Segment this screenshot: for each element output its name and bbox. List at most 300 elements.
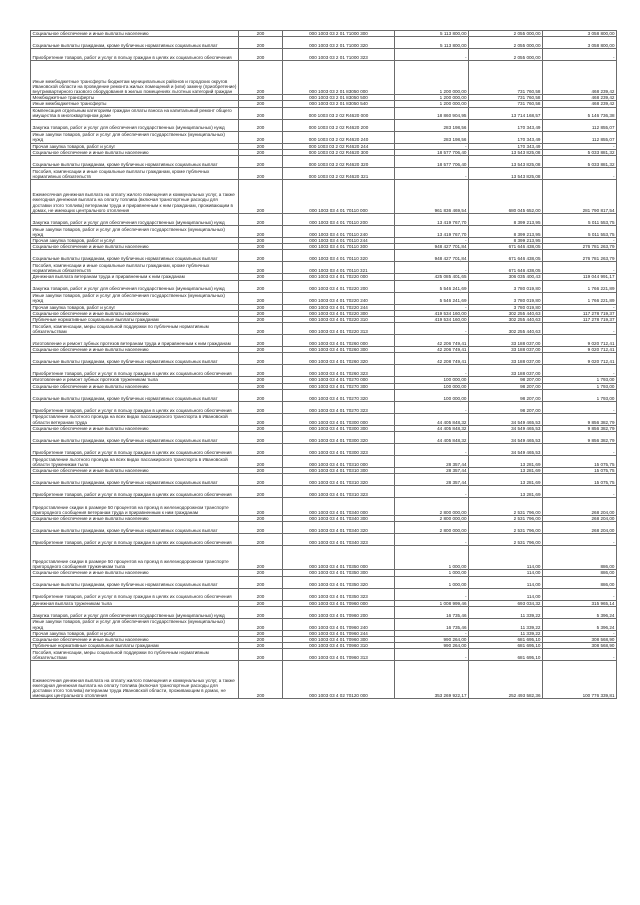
line-code-cell: 200 <box>239 310 283 316</box>
table-row <box>31 131 617 143</box>
table-row <box>31 61 617 95</box>
indicator-name-cell: Закупка товаров, работ и услуг для обеспечения государственных (муниципальных) нужд <box>31 119 239 131</box>
unexecuted-cell: - <box>543 588 617 600</box>
indicator-name-cell: Иные закупки товаров, работ и услуг для обеспечения государственных (муниципальных) нужд <box>31 292 239 304</box>
line-code-cell: 200 <box>239 643 283 649</box>
indicator-name-cell: Прочая закупка товаров, работ и услуг <box>31 143 239 149</box>
table-row <box>31 570 617 576</box>
table-row <box>31 335 617 347</box>
approved-budget-cell: - <box>395 323 469 335</box>
approved-budget-cell: 42 208 749,41 <box>395 353 469 365</box>
executed-cell: 2 531 796,00 <box>469 534 543 546</box>
line-code-cell: 200 <box>239 468 283 474</box>
table-row <box>31 534 617 546</box>
unexecuted-cell: - <box>543 49 617 61</box>
budget-classification-code-cell: 000 1003 03 4 01 70260 320 <box>283 353 395 365</box>
executed-cell: 3 780 019,80 <box>469 292 543 304</box>
table-row <box>31 280 617 292</box>
budget-classification-code-cell: 000 1003 03 4 01 70110 300 <box>283 244 395 250</box>
unexecuted-cell: 5 033 881,32 <box>543 149 617 155</box>
table-row <box>31 468 617 474</box>
unexecuted-cell: 276 781 263,79 <box>543 250 617 262</box>
unexecuted-cell: 9 856 382,79 <box>543 413 617 425</box>
budget-classification-code-cell: 000 1003 03 2 02 R4620 244 <box>283 143 395 149</box>
indicator-name-cell: Приобретение товаров, работ и услуг в пользу граждан в целях их социального обеспечения <box>31 588 239 600</box>
table-row <box>31 649 617 661</box>
line-code-cell: 200 <box>239 335 283 347</box>
executed-cell: 34 549 465,53 <box>469 413 543 425</box>
unexecuted-cell: - <box>543 304 617 310</box>
table-row <box>31 444 617 456</box>
unexecuted-cell: 3 058 800,00 <box>543 37 617 49</box>
unexecuted-cell: 5 146 736,38 <box>543 107 617 119</box>
executed-cell: 693 034,32 <box>469 600 543 606</box>
line-code-cell: 200 <box>239 486 283 498</box>
approved-budget-cell: 5 546 241,69 <box>395 280 469 292</box>
indicator-name-cell: Ежемесячная денежная выплата на оплату жилого помещения и коммунальных услуг, а также ежегодная денежная выплата на оплату топлива (включая транспортные расходы для доставки этого топлива) ветеранам труда и приравненным к ним гражданам, проживающим в домах, не имеющих центрального отопления <box>31 180 239 214</box>
approved-budget-cell: 44 405 848,32 <box>395 432 469 444</box>
unexecuted-cell: 119 044 991,17 <box>543 274 617 280</box>
approved-budget-cell: 948 427 701,84 <box>395 244 469 250</box>
table-row <box>31 425 617 431</box>
executed-cell: 2 055 000,00 <box>469 37 543 49</box>
approved-budget-cell: - <box>395 304 469 310</box>
budget-classification-code-cell: 000 1003 03 4 01 70960 240 <box>283 618 395 630</box>
approved-budget-cell: 1 000,00 <box>395 570 469 576</box>
approved-budget-cell: 425 085 401,65 <box>395 274 469 280</box>
unexecuted-cell: 1 766 221,89 <box>543 292 617 304</box>
executed-cell: 671 646 438,05 <box>469 262 543 274</box>
unexecuted-cell: 5 011 553,75 <box>543 226 617 238</box>
line-code-cell: 200 <box>239 637 283 643</box>
line-code-cell: 200 <box>239 131 283 143</box>
executed-cell: 170 343,49 <box>469 119 543 131</box>
executed-cell: 731 760,58 <box>469 101 543 107</box>
budget-classification-code-cell: 000 1003 03 4 01 70350 000 <box>283 546 395 570</box>
line-code-cell: 200 <box>239 317 283 323</box>
indicator-name-cell: Предоставление льготного проезда на всех видах пассажирского транспорта в Ивановской области ветеранам труда <box>31 413 239 425</box>
indicator-name-cell: Социальное обеспечение и иные выплаты населению <box>31 347 239 353</box>
executed-cell: 98 207,00 <box>469 377 543 383</box>
budget-classification-code-cell: 000 1003 03 4 01 70220 240 <box>283 292 395 304</box>
indicator-name-cell: Компенсация отдельным категориям граждан оплаты взноса на капитальный ремонт общего имущества в многоквартирном доме <box>31 107 239 119</box>
budget-classification-code-cell: 000 1003 03 2 02 R4620 300 <box>283 149 395 155</box>
budget-classification-code-cell: 000 1003 03 4 01 70350 320 <box>283 576 395 588</box>
executed-cell: 681 695,10 <box>469 637 543 643</box>
indicator-name-cell: Приобретение товаров, работ и услуг в пользу граждан в целях их социального обеспечения <box>31 444 239 456</box>
indicator-name-cell: Приобретение товаров, работ и услуг в пользу граждан в целях их социального обеспечения <box>31 49 239 61</box>
indicator-name-cell: Прочая закупка товаров, работ и услуг <box>31 238 239 244</box>
unexecuted-cell: 308 568,90 <box>543 637 617 643</box>
table-row <box>31 401 617 413</box>
line-code-cell: 200 <box>239 576 283 588</box>
executed-cell: 252 493 582,36 <box>469 661 543 699</box>
line-code-cell: 200 <box>239 49 283 61</box>
indicator-name-cell: Социальные выплаты гражданам, кроме публичных нормативных социальных выплат <box>31 353 239 365</box>
indicator-name-cell: Закупка товаров, работ и услуг для обеспечения государственных (муниципальных) нужд <box>31 606 239 618</box>
table-row <box>31 149 617 155</box>
table-row <box>31 49 617 61</box>
budget-classification-code-cell: 000 1003 03 4 01 70960 313 <box>283 649 395 661</box>
approved-budget-cell: - <box>395 365 469 377</box>
executed-cell: 2 531 796,00 <box>469 498 543 516</box>
table-row <box>31 226 617 238</box>
budget-classification-code-cell: 000 1003 03 4 01 70300 320 <box>283 432 395 444</box>
approved-budget-cell: - <box>395 486 469 498</box>
unexecuted-cell: 117 278 719,37 <box>543 310 617 316</box>
unexecuted-cell: 5 011 553,75 <box>543 214 617 226</box>
indicator-name-cell: Межбюджетные трансферты <box>31 95 239 101</box>
line-code-cell: 200 <box>239 149 283 155</box>
approved-budget-cell: 1 000,00 <box>395 546 469 570</box>
indicator-name-cell: Социальные выплаты гражданам, кроме публичных нормативных социальных выплат <box>31 37 239 49</box>
approved-budget-cell: - <box>395 444 469 456</box>
line-code-cell: 200 <box>239 280 283 292</box>
budget-classification-code-cell: 000 1003 03 4 01 70310 000 <box>283 456 395 468</box>
budget-classification-code-cell: 000 1003 03 4 01 70110 200 <box>283 214 395 226</box>
executed-cell: 3 780 019,80 <box>469 280 543 292</box>
indicator-name-cell: Социальное обеспечение и иные выплаты населению <box>31 570 239 576</box>
approved-budget-cell: 1 200 000,00 <box>395 61 469 95</box>
budget-classification-code-cell: 000 1003 03 4 01 70960 310 <box>283 643 395 649</box>
unexecuted-cell: 9 856 382,79 <box>543 432 617 444</box>
approved-budget-cell: 100 000,00 <box>395 383 469 389</box>
budget-classification-code-cell: 000 1003 03 2 02 R4620 321 <box>283 168 395 180</box>
unexecuted-cell: - <box>543 143 617 149</box>
indicator-name-cell: Приобретение товаров, работ и услуг в пользу граждан в целях их социального обеспечения <box>31 365 239 377</box>
executed-cell: 13 281,69 <box>469 474 543 486</box>
indicator-name-cell: Социальное обеспечение и иные выплаты населению <box>31 468 239 474</box>
executed-cell: 731 760,58 <box>469 95 543 101</box>
unexecuted-cell: - <box>543 401 617 413</box>
approved-budget-cell: 18 577 706,40 <box>395 149 469 155</box>
budget-classification-code-cell: 000 1003 03 4 01 70110 320 <box>283 250 395 262</box>
unexecuted-cell: - <box>543 238 617 244</box>
line-code-cell: 200 <box>239 413 283 425</box>
indicator-name-cell: Прочая закупка товаров, работ и услуг <box>31 304 239 310</box>
executed-cell: 33 188 037,00 <box>469 335 543 347</box>
table-row <box>31 250 617 262</box>
unexecuted-cell: 315 965,14 <box>543 600 617 606</box>
budget-classification-code-cell: 000 1003 03 4 01 70960 244 <box>283 630 395 636</box>
unexecuted-cell: 117 278 719,37 <box>543 317 617 323</box>
unexecuted-cell: 15 075,75 <box>543 474 617 486</box>
executed-cell: 114,00 <box>469 546 543 570</box>
executed-cell: 98 207,00 <box>469 383 543 389</box>
executed-cell: 13 281,69 <box>469 456 543 468</box>
approved-budget-cell: - <box>395 630 469 636</box>
approved-budget-cell: 42 206 749,41 <box>395 335 469 347</box>
executed-cell: 33 188 037,00 <box>469 365 543 377</box>
unexecuted-cell: - <box>543 365 617 377</box>
approved-budget-cell: - <box>395 401 469 413</box>
executed-cell: 13 543 825,08 <box>469 168 543 180</box>
executed-cell: 2 531 796,00 <box>469 522 543 534</box>
approved-budget-cell: 100 000,00 <box>395 377 469 383</box>
budget-classification-code-cell: 000 1003 03 4 01 70220 300 <box>283 310 395 316</box>
line-code-cell: 200 <box>239 498 283 516</box>
indicator-name-cell: Изготовление и ремонт зубных протезов труженикам тыла <box>31 377 239 383</box>
budget-classification-code-cell: 000 1003 03 4 01 70260 000 <box>283 335 395 347</box>
executed-cell: 13 714 168,57 <box>469 107 543 119</box>
budget-classification-code-cell: 000 1003 03 4 01 70270 323 <box>283 401 395 413</box>
budget-classification-code-cell: 000 1003 03 4 01 70300 000 <box>283 413 395 425</box>
table-row <box>31 119 617 131</box>
unexecuted-cell: 9 020 712,41 <box>543 347 617 353</box>
approved-budget-cell: - <box>395 588 469 600</box>
budget-classification-code-cell: 000 1003 03 4 01 70220 200 <box>283 280 395 292</box>
executed-cell: 114,00 <box>469 588 543 600</box>
executed-cell: 302 255 440,63 <box>469 317 543 323</box>
unexecuted-cell: 112 855,07 <box>543 131 617 143</box>
unexecuted-cell: 9 020 712,41 <box>543 335 617 347</box>
indicator-name-cell: Денежная выплата ветеранам труда и приравненным к ним гражданам <box>31 274 239 280</box>
budget-classification-code-cell: 000 1003 03 4 02 70120 000 <box>283 661 395 699</box>
unexecuted-cell: 886,00 <box>543 576 617 588</box>
budget-classification-code-cell: 000 1003 03 2 01 83050 000 <box>283 61 395 95</box>
line-code-cell: 200 <box>239 444 283 456</box>
table-row <box>31 643 617 649</box>
executed-cell: 731 760,58 <box>469 61 543 95</box>
unexecuted-cell: 468 239,42 <box>543 95 617 101</box>
line-code-cell: 200 <box>239 432 283 444</box>
executed-cell: 34 549 465,53 <box>469 425 543 431</box>
indicator-name-cell: Пособия, компенсации, меры социальной поддержки по публичным нормативным обязательствам <box>31 323 239 335</box>
line-code-cell: 200 <box>239 244 283 250</box>
budget-classification-code-cell: 000 1003 03 2 01 71000 300 <box>283 31 395 37</box>
approved-budget-cell: 1 200 000,00 <box>395 101 469 107</box>
line-code-cell: 200 <box>239 353 283 365</box>
indicator-name-cell: Иные закупки товаров, работ и услуг для обеспечения государственных (муниципальных) нужд <box>31 226 239 238</box>
executed-cell: 33 188 037,00 <box>469 353 543 365</box>
executed-cell: 680 045 652,00 <box>469 180 543 214</box>
table-row <box>31 383 617 389</box>
approved-budget-cell: 18 577 706,40 <box>395 156 469 168</box>
indicator-name-cell: Публичные нормативные социальные выплаты гражданам <box>31 643 239 649</box>
line-code-cell: 200 <box>239 389 283 401</box>
line-code-cell: 200 <box>239 516 283 522</box>
approved-budget-cell: 28 357,44 <box>395 474 469 486</box>
indicator-name-cell: Пособия, компенсации и иные социальные выплаты гражданам, кроме публичных нормативных обязательств <box>31 168 239 180</box>
table-row <box>31 168 617 180</box>
approved-budget-cell: 18 860 904,95 <box>395 107 469 119</box>
line-code-cell: 200 <box>239 401 283 413</box>
approved-budget-cell: - <box>395 262 469 274</box>
budget-classification-code-cell: 000 1003 03 4 01 70270 000 <box>283 377 395 383</box>
indicator-name-cell: Иные закупки товаров, работ и услуг для обеспечения государственных (муниципальных) нужд <box>31 618 239 630</box>
line-code-cell: 200 <box>239 250 283 262</box>
unexecuted-cell: 268 204,00 <box>543 522 617 534</box>
line-code-cell: 200 <box>239 522 283 534</box>
table-row <box>31 310 617 316</box>
approved-budget-cell: 283 198,56 <box>395 131 469 143</box>
executed-cell: 170 343,49 <box>469 131 543 143</box>
table-row <box>31 262 617 274</box>
indicator-name-cell: Предоставление льготного проезда на всех видах пассажирского транспорта в Ивановской области труженикам тыла <box>31 456 239 468</box>
approved-budget-cell: 44 405 848,32 <box>395 425 469 431</box>
unexecuted-cell: 15 075,75 <box>543 456 617 468</box>
unexecuted-cell: 1 793,00 <box>543 377 617 383</box>
indicator-name-cell: Социальные выплаты гражданам, кроме публичных нормативных социальных выплат <box>31 156 239 168</box>
unexecuted-cell: - <box>543 262 617 274</box>
indicator-name-cell: Предоставление скидки в размере 50 процентов на проезд в железнодорожном транспорте пригородного сообщения ветеранам труда и приравненным к ним гражданам <box>31 498 239 516</box>
indicator-name-cell: Пособия, компенсации, меры социальной поддержки по публичным нормативным обязательствам <box>31 649 239 661</box>
line-code-cell: 200 <box>239 292 283 304</box>
approved-budget-cell: 44 405 848,32 <box>395 413 469 425</box>
table-row <box>31 522 617 534</box>
approved-budget-cell: 419 534 160,00 <box>395 317 469 323</box>
budget-classification-code-cell: 000 1003 03 4 01 70270 320 <box>283 389 395 401</box>
line-code-cell: 200 <box>239 262 283 274</box>
unexecuted-cell: 1 766 221,89 <box>543 280 617 292</box>
table-row <box>31 486 617 498</box>
line-code-cell: 200 <box>239 588 283 600</box>
approved-budget-cell: 948 427 701,84 <box>395 250 469 262</box>
indicator-name-cell: Денежная выплата труженикам тыла <box>31 600 239 606</box>
approved-budget-cell: 990 264,00 <box>395 637 469 643</box>
table-row <box>31 413 617 425</box>
unexecuted-cell: 468 239,42 <box>543 101 617 107</box>
approved-budget-cell: 990 264,00 <box>395 643 469 649</box>
budget-classification-code-cell: 000 1003 03 4 01 70220 000 <box>283 274 395 280</box>
approved-budget-cell: 2 800 000,00 <box>395 498 469 516</box>
table-row <box>31 432 617 444</box>
table-row <box>31 365 617 377</box>
approved-budget-cell: - <box>395 534 469 546</box>
table-row <box>31 377 617 383</box>
approved-budget-cell: 2 800 000,00 <box>395 522 469 534</box>
budget-classification-code-cell: 000 1003 03 4 01 70110 000 <box>283 180 395 214</box>
line-code-cell: 200 <box>239 649 283 661</box>
unexecuted-cell: - <box>543 444 617 456</box>
budget-classification-code-cell: 000 1003 03 2 01 83050 500 <box>283 95 395 101</box>
unexecuted-cell: 1 793,00 <box>543 389 617 401</box>
unexecuted-cell: 15 075,75 <box>543 468 617 474</box>
indicator-name-cell: Социальные выплаты гражданам, кроме публичных нормативных социальных выплат <box>31 474 239 486</box>
line-code-cell: 200 <box>239 618 283 630</box>
executed-cell: 2 055 000,00 <box>469 49 543 61</box>
line-code-cell: 200 <box>239 95 283 101</box>
table-row <box>31 661 617 699</box>
table-row <box>31 588 617 600</box>
unexecuted-cell: - <box>543 168 617 180</box>
indicator-name-cell: Социальное обеспечение и иные выплаты населению <box>31 149 239 155</box>
table-row <box>31 389 617 401</box>
budget-classification-code-cell: 000 1003 03 4 01 70960 200 <box>283 606 395 618</box>
table-row <box>31 353 617 365</box>
unexecuted-cell: 9 856 382,79 <box>543 425 617 431</box>
budget-execution-table <box>30 30 617 699</box>
unexecuted-cell: 9 020 712,41 <box>543 353 617 365</box>
budget-classification-code-cell: 000 1003 03 4 01 70960 300 <box>283 637 395 643</box>
table-row <box>31 274 617 280</box>
line-code-cell: 200 <box>239 180 283 214</box>
approved-budget-cell: 16 735,46 <box>395 618 469 630</box>
approved-budget-cell: - <box>395 143 469 149</box>
table-row <box>31 244 617 250</box>
indicator-name-cell: Социальное обеспечение и иные выплаты населению <box>31 310 239 316</box>
budget-classification-code-cell: 000 1003 03 2 02 R4620 200 <box>283 119 395 131</box>
line-code-cell: 200 <box>239 168 283 180</box>
unexecuted-cell: 112 855,07 <box>543 119 617 131</box>
unexecuted-cell: 468 239,42 <box>543 61 617 95</box>
line-code-cell: 200 <box>239 156 283 168</box>
indicator-name-cell: Закупка товаров, работ и услуг для обеспечения государственных (муниципальных) нужд <box>31 280 239 292</box>
budget-classification-code-cell: 000 1003 03 4 01 70300 300 <box>283 425 395 431</box>
unexecuted-cell: - <box>543 534 617 546</box>
approved-budget-cell: 283 198,56 <box>395 119 469 131</box>
executed-cell: 2 531 796,00 <box>469 516 543 522</box>
indicator-name-cell: Ежемесячная денежная выплата на оплату жилого помещения и коммунальных услуг, а также ежегодная денежная выплата на оплату топлива (включая транспортные расходы для доставки этого топлива) ветеранам труда Ивановской области, проживающим в домах, не имеющих центрального отопления <box>31 661 239 699</box>
budget-classification-code-cell: 000 1003 03 4 01 70340 320 <box>283 522 395 534</box>
executed-cell: 11 339,22 <box>469 618 543 630</box>
indicator-name-cell: Социальное обеспечение и иные выплаты населению <box>31 425 239 431</box>
indicator-name-cell: Иные межбюджетные трансферты <box>31 101 239 107</box>
indicator-name-cell: Предоставление скидки в размере 50 процентов на проезд в железнодорожном транспорте пригородного сообщения труженикам тыла <box>31 546 239 570</box>
table-row <box>31 292 617 304</box>
budget-classification-code-cell: 000 1003 03 4 01 70110 244 <box>283 238 395 244</box>
table-row <box>31 498 617 516</box>
approved-budget-cell: - <box>395 649 469 661</box>
line-code-cell: 200 <box>239 456 283 468</box>
line-code-cell: 200 <box>239 606 283 618</box>
approved-budget-cell: 961 836 469,54 <box>395 180 469 214</box>
executed-cell: 3 780 019,80 <box>469 304 543 310</box>
executed-cell: 13 281,69 <box>469 486 543 498</box>
indicator-name-cell: Иные закупки товаров, работ и услуг для обеспечения государственных (муниципальных) нужд <box>31 131 239 143</box>
approved-budget-cell: 42 206 749,41 <box>395 347 469 353</box>
indicator-name-cell: Социальные выплаты гражданам, кроме публичных нормативных социальных выплат <box>31 576 239 588</box>
approved-budget-cell: 13 419 767,70 <box>395 226 469 238</box>
budget-classification-code-cell: 000 1003 03 4 01 70310 320 <box>283 474 395 486</box>
table-row <box>31 516 617 522</box>
indicator-name-cell: Приобретение товаров, работ и услуг в пользу граждан в целях их социального обеспечения <box>31 534 239 546</box>
unexecuted-cell: 308 568,90 <box>543 643 617 649</box>
approved-budget-cell: 353 269 922,17 <box>395 661 469 699</box>
indicator-name-cell: Социальные выплаты гражданам, кроме публичных нормативных социальных выплат <box>31 522 239 534</box>
line-code-cell: 200 <box>239 214 283 226</box>
indicator-name-cell: Иные межбюджетные трансферты бюджетам муниципальных районов и городских округов Ивановской области на проведение ремонта жилых помещений и (или) замену (приобретение) внутриквартирного газового оборудования в жилых помещениях льготных категорий граждан <box>31 61 239 95</box>
indicator-name-cell: Приобретение товаров, работ и услуг в пользу граждан в целях их социального обеспечения <box>31 401 239 413</box>
approved-budget-cell: 419 534 160,00 <box>395 310 469 316</box>
budget-classification-code-cell: 000 1003 03 4 01 70310 323 <box>283 486 395 498</box>
line-code-cell: 200 <box>239 570 283 576</box>
approved-budget-cell: 1 008 999,46 <box>395 600 469 606</box>
line-code-cell: 200 <box>239 304 283 310</box>
executed-cell: 8 399 213,95 <box>469 214 543 226</box>
unexecuted-cell: - <box>543 486 617 498</box>
executed-cell: 671 646 438,05 <box>469 250 543 262</box>
unexecuted-cell: - <box>543 649 617 661</box>
line-code-cell: 200 <box>239 119 283 131</box>
line-code-cell: 200 <box>239 107 283 119</box>
table-row <box>31 546 617 570</box>
table-row <box>31 456 617 468</box>
budget-classification-code-cell: 000 1003 03 4 01 70220 313 <box>283 323 395 335</box>
unexecuted-cell: 5 396,24 <box>543 618 617 630</box>
budget-classification-code-cell: 000 1003 03 2 01 83050 540 <box>283 101 395 107</box>
budget-classification-code-cell: 000 1003 03 4 01 70110 321 <box>283 262 395 274</box>
line-code-cell: 200 <box>239 238 283 244</box>
line-code-cell: 200 <box>239 347 283 353</box>
executed-cell: 114,00 <box>469 570 543 576</box>
line-code-cell: 200 <box>239 377 283 383</box>
executed-cell: 13 543 825,08 <box>469 149 543 155</box>
unexecuted-cell: 100 776 339,81 <box>543 661 617 699</box>
executed-cell: 671 646 438,05 <box>469 244 543 250</box>
executed-cell: 681 695,10 <box>469 649 543 661</box>
unexecuted-cell: 281 790 817,54 <box>543 180 617 214</box>
